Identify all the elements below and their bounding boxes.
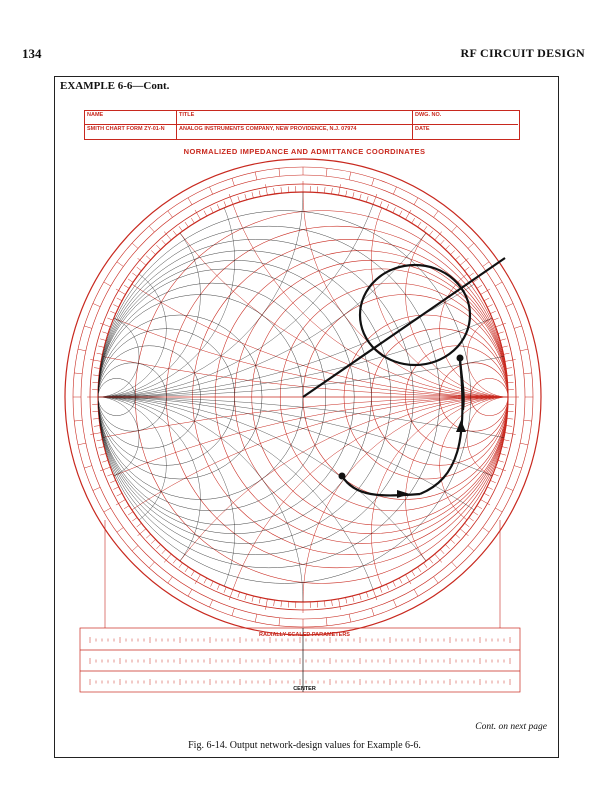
ring-tick: [245, 194, 247, 200]
ring-tick: [393, 581, 396, 586]
ring-tick: [113, 487, 118, 490]
ring-tick-outer: [74, 373, 82, 374]
ring-tick: [324, 601, 325, 607]
ring-tick: [477, 285, 482, 288]
design-line: [303, 258, 505, 397]
ring-tick-outer: [414, 198, 418, 205]
ring-tick: [259, 191, 260, 197]
ring-tick: [502, 346, 508, 347]
ring-tick: [412, 218, 415, 223]
ring-tick: [107, 318, 113, 320]
ring-tick: [339, 184, 341, 195]
ring-tick: [281, 187, 282, 193]
ring-tick: [204, 578, 207, 583]
ring-tick: [418, 567, 421, 572]
ring-tick: [386, 204, 388, 209]
ring-tick: [507, 375, 513, 376]
ring-tick-outer: [255, 614, 257, 622]
ring-tick-outer: [326, 618, 327, 626]
ring-tick: [217, 584, 219, 589]
ring-tick: [146, 534, 150, 538]
ring-tick-outer: [117, 262, 123, 267]
chart-title: NORMALIZED IMPEDANCE AND ADMITTANCE COORDINATES: [183, 147, 426, 156]
ring-tick: [274, 188, 275, 194]
ring-tick-outer: [506, 487, 513, 490]
ring-tick-outer: [117, 527, 123, 532]
grid-circle: [440, 260, 577, 397]
ring-tick-outer: [93, 487, 100, 490]
ring-tick-outer: [84, 466, 92, 468]
ring-tick: [487, 305, 492, 308]
ring-tick-outer: [78, 349, 86, 351]
ring-tick: [265, 184, 267, 195]
ring-tick: [500, 454, 506, 456]
ring-tick: [191, 218, 194, 223]
grid-circle: [0, 0, 303, 397]
ring-tick: [423, 563, 427, 568]
ring-tick-outer: [349, 614, 351, 622]
ring-tick: [493, 318, 499, 320]
ring-tick-outer: [514, 466, 522, 468]
ring-tick: [393, 207, 396, 212]
ring-tick: [455, 256, 459, 260]
ring-tick: [151, 250, 155, 254]
ring-tick-outer: [84, 326, 92, 328]
form-id: SMITH CHART FORM ZY-01-N: [85, 125, 177, 139]
ring-tick: [380, 587, 382, 593]
ring-tick: [324, 187, 325, 193]
scale-bar-ticks: [90, 637, 510, 685]
ring-tick: [217, 204, 219, 209]
ring-tick: [339, 599, 341, 610]
ring-tick-outer: [452, 226, 457, 232]
ring-tick-outer: [524, 373, 532, 374]
ring-tick: [90, 433, 101, 435]
ring-tick-outer: [433, 577, 438, 583]
running-head: RF CIRCUIT DESIGN: [460, 46, 585, 60]
ring-tick: [507, 418, 513, 419]
date-label: DATE: [415, 126, 430, 132]
ring-tick-outer: [506, 303, 513, 306]
arrow-head-2: [456, 420, 466, 432]
ring-tick-outer: [393, 600, 396, 607]
ring-tick: [360, 594, 362, 600]
ring-tick: [93, 375, 99, 376]
ring-tick-outer: [149, 226, 154, 232]
page-number: 134: [22, 46, 42, 61]
grid-circle: [0, 0, 609, 397]
ring-tick: [102, 460, 108, 462]
ring-tick-outer: [93, 303, 100, 306]
ring-tick: [484, 493, 489, 496]
ring-tick: [346, 191, 347, 197]
ring-tick: [493, 474, 499, 476]
ring-tick-outer: [468, 546, 474, 551]
ring-tick: [238, 196, 240, 202]
ring-tick: [98, 346, 104, 347]
design-circle: [360, 265, 470, 365]
ring-tick: [211, 581, 214, 586]
ring-tick: [360, 194, 362, 200]
ring-tick: [185, 567, 188, 572]
ring-tick: [373, 194, 377, 204]
ring-tick: [498, 332, 504, 334]
ring-tick: [366, 592, 368, 598]
ring-tick: [506, 368, 512, 369]
ring-tick-outer: [74, 420, 82, 421]
ring-tick: [502, 447, 508, 448]
ring-tick: [102, 332, 108, 334]
center-label: CENTER: [293, 686, 316, 692]
ring-tick: [156, 245, 160, 249]
ring-tick: [281, 601, 282, 607]
grid-circle: [371, 397, 609, 670]
ring-tick-outer: [372, 608, 374, 616]
ring-tick: [94, 368, 100, 369]
ring-tick-outer: [349, 172, 351, 180]
grid-circle: [440, 397, 577, 534]
ring-tick: [484, 298, 489, 301]
ring-tick: [107, 474, 113, 476]
ring-tick: [191, 571, 194, 576]
ring-tick: [265, 599, 267, 610]
ring-tick: [490, 480, 495, 482]
ring-tick: [399, 211, 402, 216]
ring-tick: [211, 207, 214, 212]
ring-tick: [500, 339, 506, 341]
company-text: ANALOG INSTRUMENTS COMPANY, NEW PROVIDENCE, N.J. 07974: [177, 125, 413, 139]
ring-tick: [173, 231, 177, 236]
grid-circle: [371, 124, 609, 397]
ring-tick: [505, 359, 516, 361]
ring-tick-outer: [433, 211, 438, 217]
ring-tick: [146, 256, 150, 260]
ring-tick: [450, 539, 454, 543]
ring-tick: [429, 559, 433, 564]
ring-tick-outer: [209, 187, 212, 194]
ring-tick: [259, 598, 260, 604]
ring-tick-outer: [520, 349, 528, 351]
ring-tick-outer: [188, 589, 192, 596]
ring-tick: [90, 359, 101, 361]
ring-tick: [445, 245, 449, 249]
grid-circle: [0, 0, 609, 397]
ring-tick-outer: [372, 178, 374, 186]
grid-circle: [303, 0, 609, 397]
ring-tick-outer: [232, 608, 234, 616]
ring-tick: [117, 298, 122, 301]
grid-circle: [0, 0, 609, 397]
ring-tick: [185, 222, 188, 227]
ring-tick: [117, 493, 122, 496]
ring-tick: [245, 594, 247, 600]
grid-circle: [30, 397, 167, 534]
ring-tick: [418, 222, 421, 227]
ring-tick-outer: [255, 172, 257, 180]
ring-tick: [98, 447, 104, 448]
ring-tick: [496, 467, 506, 471]
ring-tick-outer: [232, 178, 234, 186]
ring-tick: [473, 512, 478, 515]
start-point: [339, 473, 346, 480]
ring-tick: [97, 440, 103, 441]
ring-tick: [128, 512, 133, 515]
ring-tick: [332, 600, 333, 606]
ring-tick: [366, 196, 368, 202]
ring-tick: [204, 211, 207, 216]
ring-tick: [440, 549, 444, 553]
ring-tick-outer: [452, 562, 457, 568]
ring-tick: [440, 240, 444, 244]
ring-tick-outer: [326, 168, 327, 176]
ring-tick-outer: [495, 282, 502, 286]
ring-tick: [162, 549, 166, 553]
grid-circle: [0, 0, 609, 397]
continued-note: Cont. on next page: [475, 722, 547, 732]
name-label: NAME: [85, 111, 177, 125]
ring-tick: [93, 418, 99, 419]
ring-tick-outer: [524, 420, 532, 421]
dwg-label: DWG. NO.: [413, 111, 518, 125]
ring-tick-outer: [168, 211, 173, 217]
title-label: TITLE: [177, 111, 413, 125]
ring-tick-outer: [483, 527, 489, 532]
ring-tick: [151, 539, 155, 543]
ring-tick: [229, 194, 233, 204]
ring-tick: [97, 353, 103, 354]
ring-tick: [506, 426, 512, 427]
ring-tick: [173, 559, 177, 564]
ring-tick: [162, 240, 166, 244]
ring-tick: [465, 267, 470, 271]
ring-tick: [124, 285, 129, 288]
ring-tick: [137, 523, 142, 527]
arrow-head-1: [397, 490, 410, 498]
ring-tick: [94, 426, 100, 427]
ring-tick-outer: [78, 443, 86, 445]
ring-tick: [110, 480, 115, 482]
ring-tick: [490, 311, 495, 313]
ring-tick: [229, 590, 233, 600]
ring-tick-outer: [279, 618, 280, 626]
ring-tick-outer: [168, 577, 173, 583]
ring-tick: [487, 487, 492, 490]
ring-tick: [132, 273, 137, 277]
ring-tick-outer: [495, 508, 502, 512]
ring-tick: [504, 440, 510, 441]
ring-tick-outer: [104, 508, 111, 512]
ring-tick: [445, 544, 449, 548]
ring-tick: [137, 267, 142, 271]
ring-tick: [252, 192, 253, 198]
ring-tick: [386, 584, 388, 589]
ring-tick: [380, 201, 382, 207]
ring-tick-outer: [209, 600, 212, 607]
grid-circle: [30, 260, 167, 397]
intersection-point: [457, 355, 464, 362]
ring-tick: [113, 305, 118, 308]
ring-tick: [477, 506, 482, 509]
leader-lines: [105, 520, 500, 628]
ring-tick-outer: [188, 198, 192, 205]
grid-circle: [0, 0, 609, 397]
ring-tick: [469, 273, 474, 277]
ring-tick: [496, 323, 506, 327]
ring-tick: [455, 534, 459, 538]
ring-tick: [423, 226, 427, 231]
grid-circle: [0, 0, 391, 397]
grid-circle: [0, 397, 235, 670]
ring-tick: [469, 517, 474, 521]
ring-tick-outer: [132, 546, 138, 551]
example-label: EXAMPLE 6-6—Cont.: [60, 80, 170, 92]
ring-tick: [238, 592, 240, 598]
ring-tick: [450, 250, 454, 254]
ring-tick: [100, 467, 110, 471]
ring-tick: [353, 192, 354, 198]
ring-tick: [110, 311, 115, 313]
ring-tick: [179, 226, 183, 231]
design-overlay: [303, 258, 505, 495]
ring-tick-outer: [104, 282, 111, 286]
ring-tick: [128, 279, 133, 282]
ring-tick: [353, 596, 354, 602]
ring-tick: [399, 578, 402, 583]
ring-tick-outer: [468, 243, 474, 248]
ring-tick: [124, 506, 129, 509]
ring-tick: [179, 563, 183, 568]
grid-circle: [0, 0, 609, 397]
ring-tick-outer: [514, 326, 522, 328]
ring-tick-outer: [279, 168, 280, 176]
ring-tick: [465, 523, 470, 527]
ring-tick: [100, 323, 110, 327]
ring-tick-outer: [132, 243, 138, 248]
grid-circle: [406, 397, 609, 602]
ring-tick: [156, 544, 160, 548]
ring-tick-outer: [414, 589, 418, 596]
ring-tick-outer: [393, 187, 396, 194]
ring-tick: [429, 231, 433, 236]
ring-tick-outer: [520, 443, 528, 445]
ring-tick: [224, 201, 226, 207]
scale-label: RADIALLY SCALED PARAMETERS: [259, 632, 350, 638]
figure-caption: Fig. 6-14. Output network-design values for Example 6-6.: [188, 740, 421, 751]
ring-tick: [132, 517, 137, 521]
grid-circle: [0, 124, 235, 397]
ring-tick: [504, 353, 510, 354]
grid-circle: [215, 0, 609, 397]
ring-tick-outer: [149, 562, 154, 568]
ring-tick: [252, 596, 253, 602]
ring-tick: [373, 590, 377, 600]
ring-tick: [274, 600, 275, 606]
ring-tick: [505, 433, 516, 435]
ring-tick: [346, 598, 347, 604]
ring-tick: [100, 454, 106, 456]
ring-tick: [332, 188, 333, 194]
ring-tick: [224, 587, 226, 593]
ring-tick: [498, 460, 504, 462]
ring-tick: [100, 339, 106, 341]
ring-tick-outer: [483, 262, 489, 267]
ring-tick: [412, 571, 415, 576]
grid-circle: [406, 192, 609, 397]
